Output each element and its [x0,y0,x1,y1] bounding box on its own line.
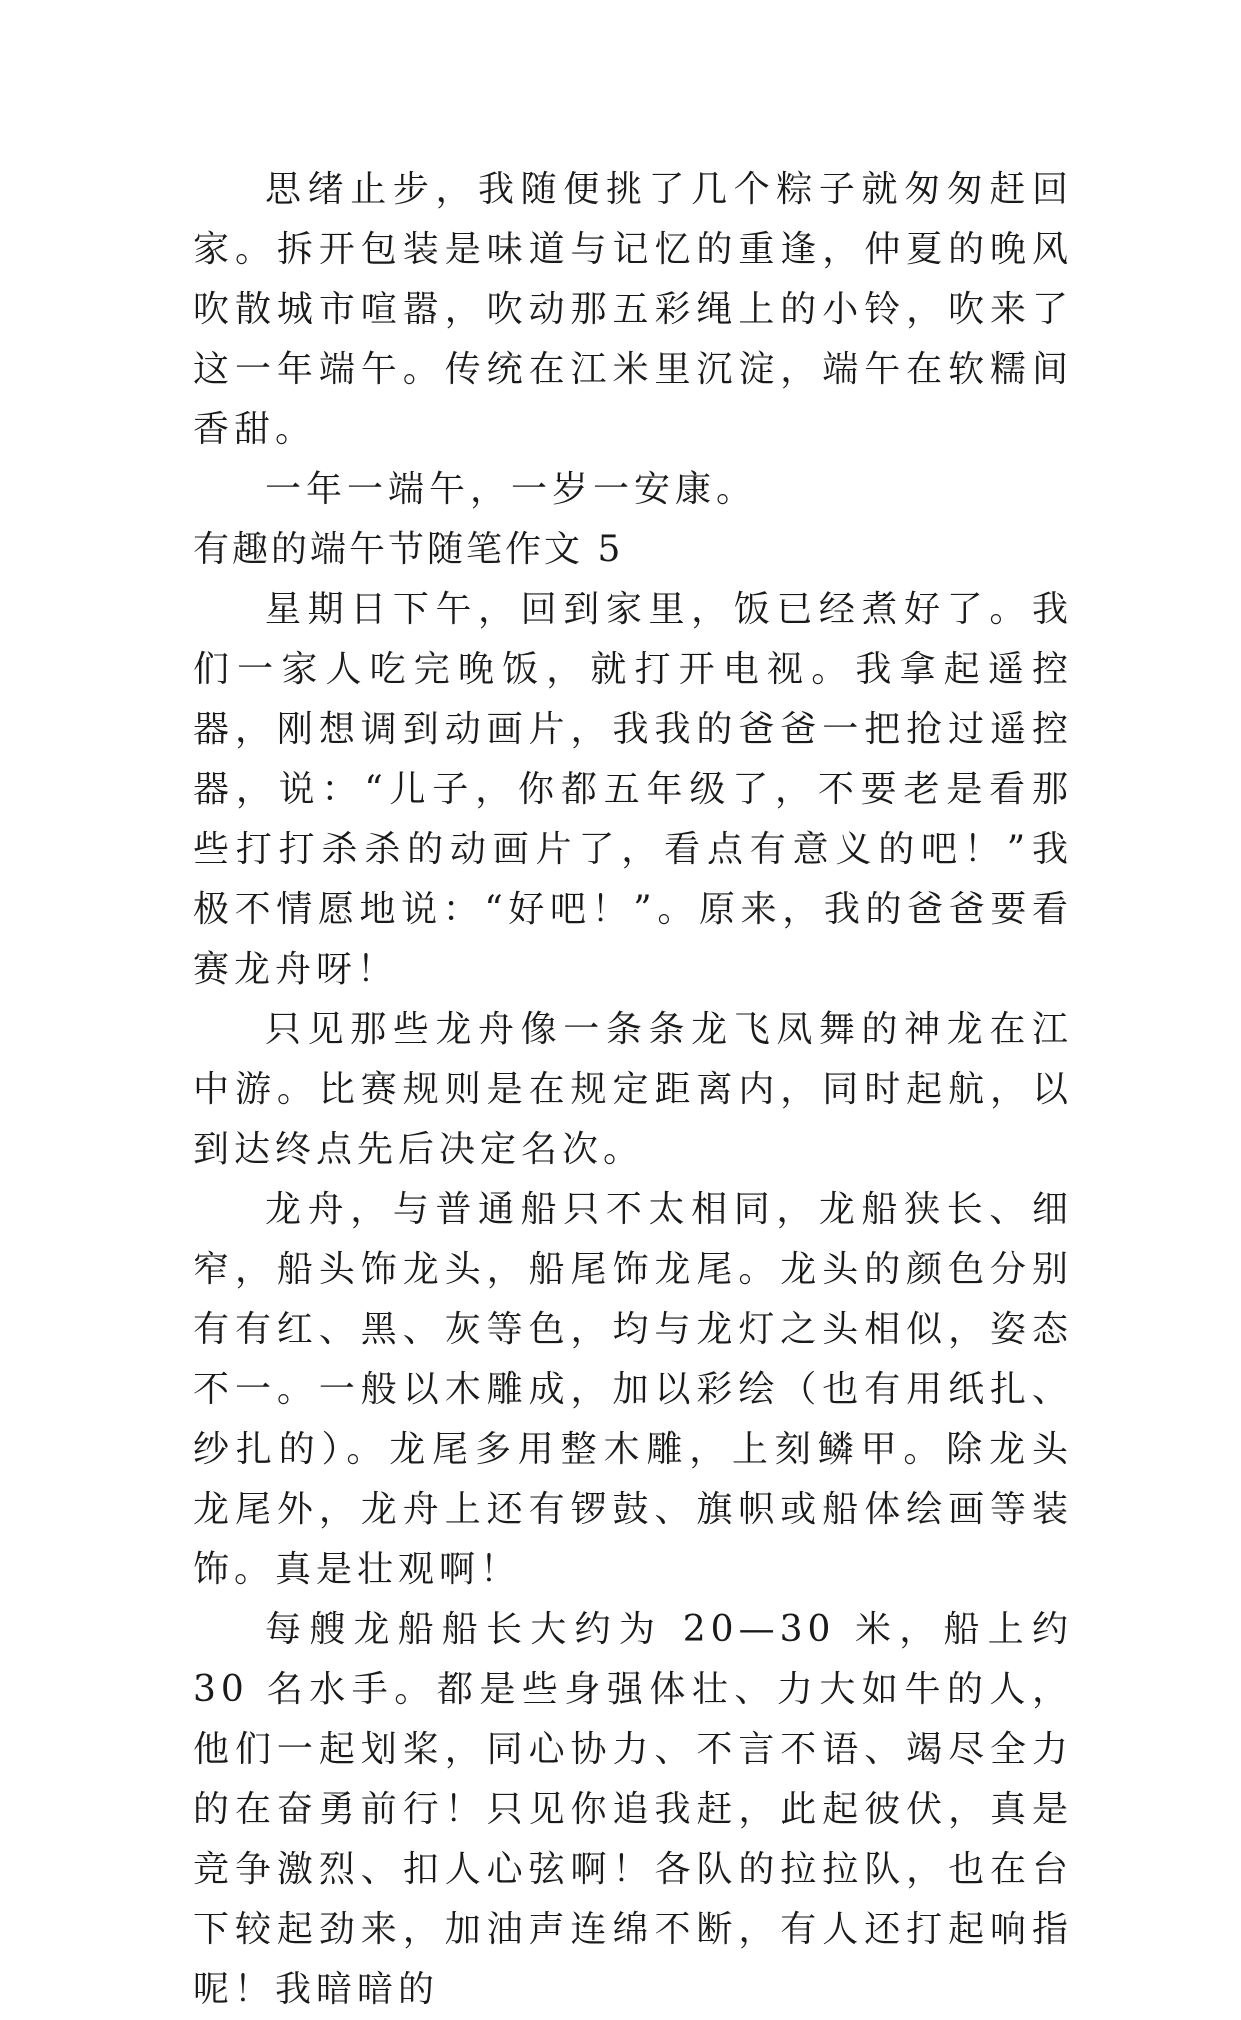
paragraph-rowers: 每艘龙船船长大约为 20—30 米，船上约 30 名水手。都是些身强体壮、力大如牛的人，他们一起划桨，同心协力、不言不语、竭尽全力的在奋勇前行！只见你追我赶，此起彼伏，真是竞争激烈、扣人心弦啊！各队的拉拉队，也在台下较起劲来，加油声连绵不断，有人还打起响指呢！我暗暗的 [193,1609,1073,2010]
paragraph-race-rules: 只见那些龙舟像一条条龙飞凤舞的神龙在江中游。比赛规则是在规定距离内，同时起航，以到达终点先后决定名次。 [193,1009,1073,1170]
section-title: 有趣的端午节随笔作文 5 [193,529,624,570]
paragraph-memory-of-dumplings: 思绪止步，我随便挑了几个粽子就匆匆赶回家。拆开包装是味道与记忆的重逢，仲夏的晚风吹散城市喧嚣，吹动那五彩绳上的小铃，吹来了这一年端午。传统在江米里沉淀，端午在软糯间香甜。 [193,169,1073,450]
paragraph-watching-tv: 星期日下午，回到家里，饭已经煮好了。我们一家人吃完晚饭，就打开电视。我拿起遥控器，刚想调到动画片，我我的爸爸一把抢过遥控器，说：“儿子，你都五年级了，不要老是看那些打打杀杀的动画片了，看点有意义的吧！”我极不情愿地说：“好吧！”。原来，我的爸爸要看赛龙舟呀！ [193,589,1073,990]
paragraph-dragon-boat-description: 龙舟，与普通船只不太相同，龙船狭长、细窄，船头饰龙头，船尾饰龙尾。龙头的颜色分别有有红、黑、灰等色，均与龙灯之头相似，姿态不一。一般以木雕成，加以彩绘（也有用纸扎、纱扎的）。龙尾多用整木雕，上刻鳞甲。除龙头龙尾外，龙舟上还有锣鼓、旗帜或船体绘画等装饰。真是壮观啊！ [193,1189,1073,1590]
document-body [193,160,1073,2020]
paragraph-blessing: 一年一端午，一岁一安康。 [265,469,758,510]
